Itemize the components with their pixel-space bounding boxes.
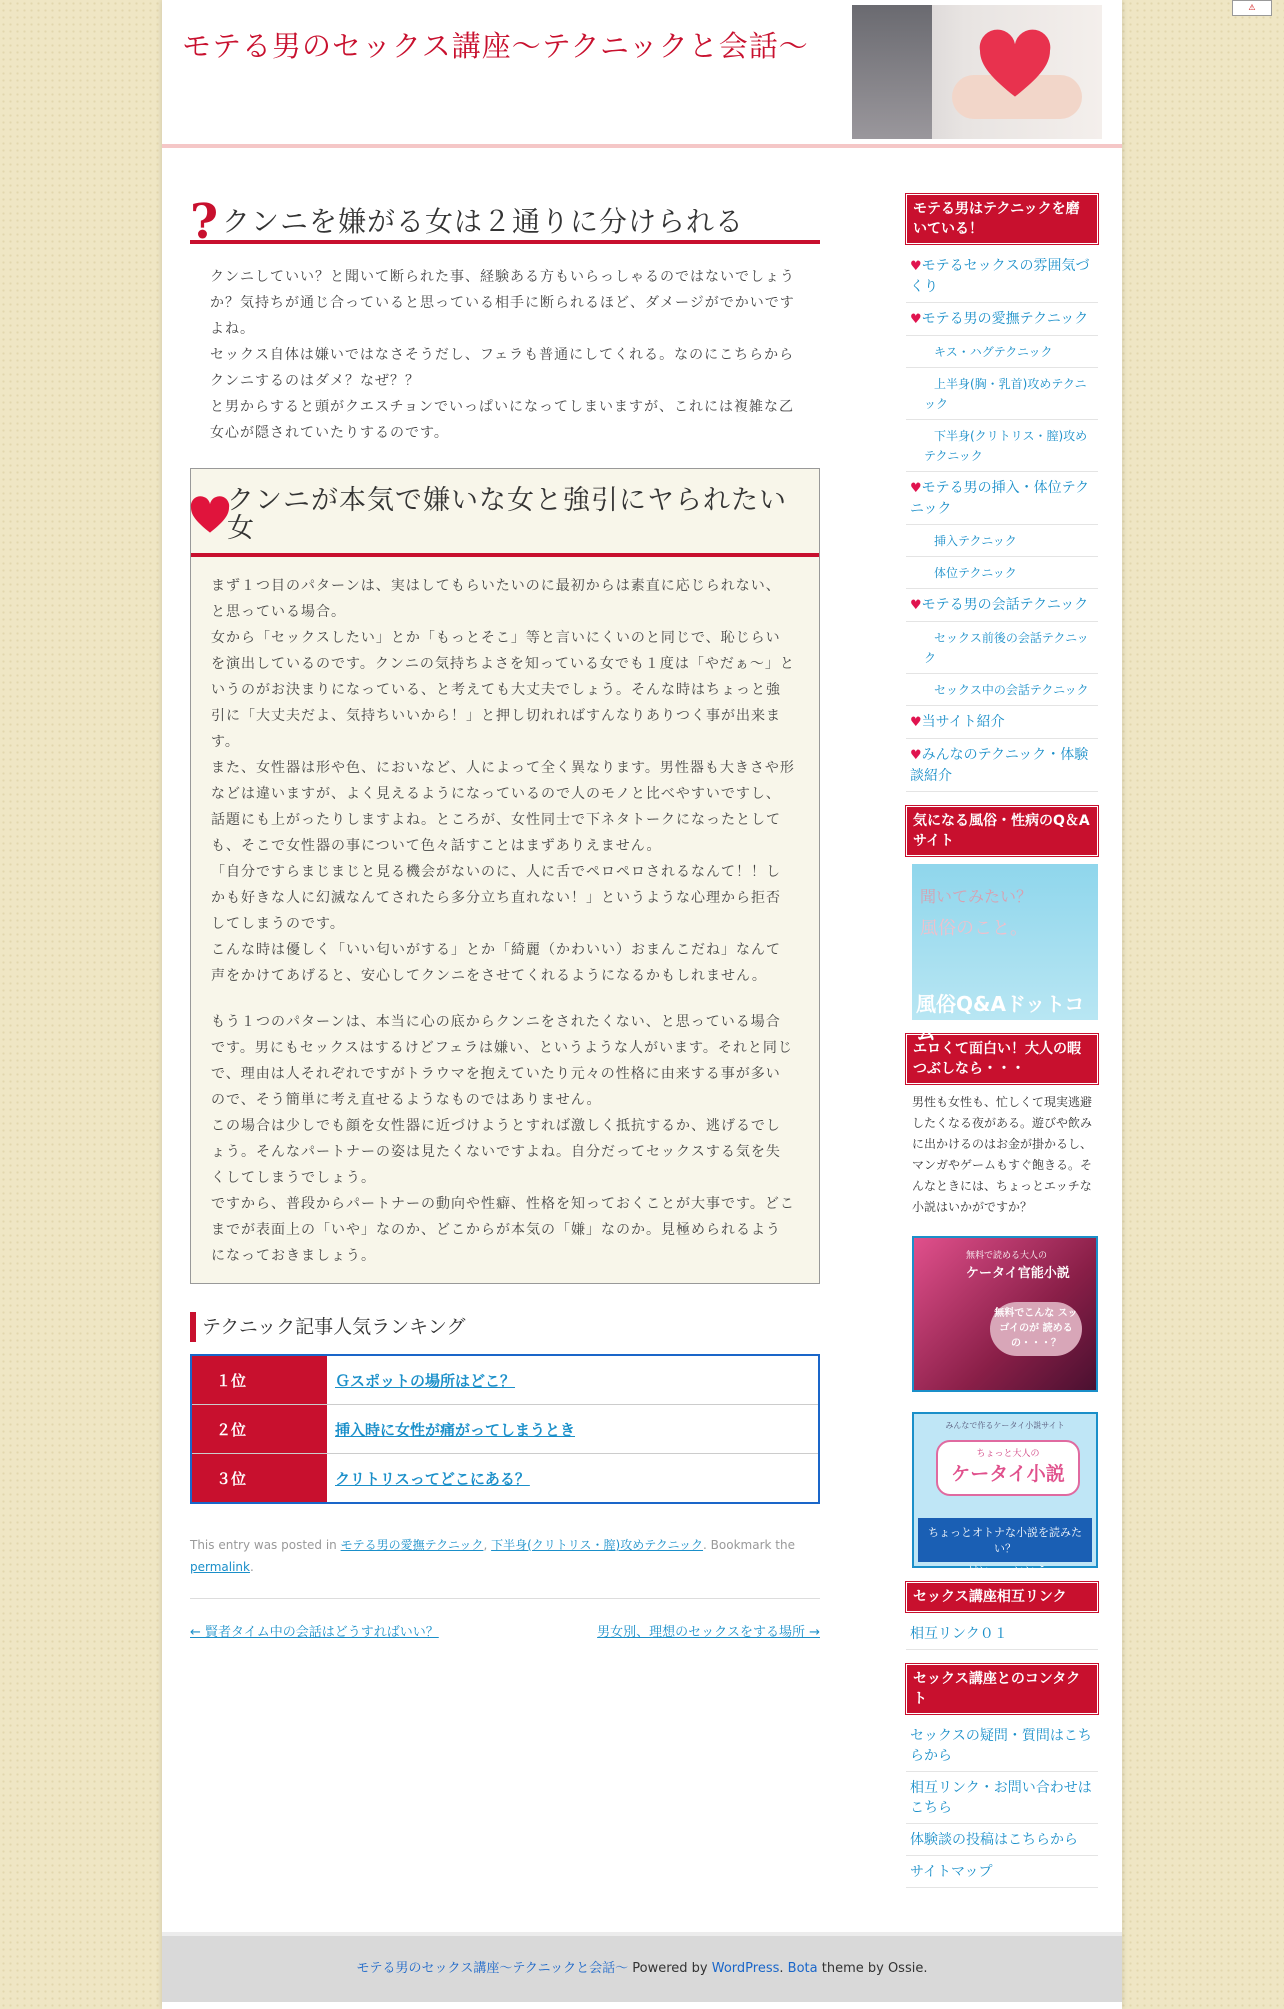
- intro-paragraph: と男からすると頭がクエスチョンでいっぱいになってしまいますが、これには複雑な乙女心が隠されていたりするのです。: [210, 399, 795, 441]
- category-menu: [906, 250, 1098, 792]
- heart-bullet-icon: ♥: [910, 715, 922, 730]
- keitai-kanno-banner[interactable]: [912, 1236, 1098, 1392]
- submenu-item: [906, 368, 1098, 420]
- no-option[interactable]: いいえ: [1014, 1564, 1048, 1577]
- submenu-link[interactable]: セックス中の会話テクニック: [934, 683, 1089, 697]
- rank-cell: [327, 1454, 819, 1504]
- table-row: [191, 1454, 819, 1504]
- submenu-link[interactable]: 上半身(胸・乳首)攻めテクニック: [924, 377, 1087, 411]
- post-title: クンニを嫌がる女は２通りに分けられる: [222, 205, 745, 238]
- banner-text: ケータイ官能小説: [966, 1266, 1070, 1281]
- rank-link[interactable]: Ｇスポットの場所はどこ？: [335, 1371, 516, 1390]
- footer-site-link[interactable]: モテる男のセックス講座～テクニックと会話～: [356, 1961, 629, 1976]
- menu-item: [906, 250, 1098, 303]
- heart-icon: [191, 497, 229, 535]
- contact-links: [906, 1720, 1098, 1888]
- widget-title: セックス講座とのコンタクト: [906, 1664, 1098, 1714]
- widget-text: 男性も女性も、忙しくて現実逃避したくなる夜がある。遊びや飲みに出かけるのはお金が掛かるし、マンガやゲームもすぐ飽きる。そんなときには、ちょっとエッチな小説はいかがですか？: [912, 1095, 1093, 1214]
- contact-link[interactable]: 体験談の投稿はこちらから: [910, 1832, 1078, 1848]
- menu-link[interactable]: モテる男の愛撫テクニック: [921, 311, 1089, 327]
- keitai-novel-banner[interactable]: [912, 1412, 1098, 1577]
- widget-title: エロくて面白い！大人の暇つぶしなら・・・: [906, 1034, 1098, 1084]
- heart-bullet-icon: ♥: [910, 312, 922, 327]
- corner-badge[interactable]: ⚠: [1232, 0, 1272, 16]
- submenu-item: [906, 336, 1098, 368]
- submenu-link[interactable]: 下半身(クリトリス・膣)攻めテクニック: [924, 429, 1088, 463]
- banner-text: 聞いてみたい？: [920, 887, 1033, 906]
- mutual-links: [906, 1618, 1098, 1650]
- intro-paragraph: セックス自体は嫌いではなさそうだし、フェラも普通にしてくれる。なのにこちらからクンニするのはダメ？なぜ？？: [210, 347, 795, 389]
- widget-title: 気になる風俗・性病のQ＆Aサイト: [906, 806, 1098, 856]
- heart-bullet-icon: ♥: [910, 748, 922, 763]
- intro-paragraph: クンニしていい？と聞いて断られた事、経験ある方もいらっしゃるのではないでしょうか？気持ちが通じ合っていると思っている相手に断られるほど、ダメージがでかいですよね。: [210, 269, 795, 337]
- wordpress-link[interactable]: WordPress: [711, 1961, 780, 1976]
- table-row: [191, 1405, 819, 1454]
- section-heading-bar: [191, 469, 819, 557]
- section-paragraph: こんな時は優しく「いい匂いがする」とか「綺麗（かわいい）おまんこだね」なんて声をかけてあげると、安心してクンニをさせてくれるようになるかもしれません。: [211, 942, 781, 984]
- ranking-table: [190, 1354, 820, 1504]
- widget-title: セックス講座相互リンク: [906, 1582, 1098, 1612]
- heart-bullet-icon: ♥: [910, 481, 922, 496]
- banner-text: ちょっと大人の: [976, 1449, 1040, 1459]
- spacer: [906, 1650, 1098, 1664]
- rank-position: １位: [191, 1355, 327, 1405]
- submenu-link[interactable]: 体位テクニック: [934, 566, 1017, 580]
- menu-item: [906, 739, 1098, 792]
- permalink[interactable]: permalink: [190, 1560, 250, 1574]
- page-container: [162, 0, 1122, 2009]
- footer-theme-by: theme by Ossie.: [821, 1961, 928, 1976]
- submenu-item: [906, 420, 1098, 472]
- banner-logo: [936, 1440, 1080, 1496]
- question-mark-icon: ?: [190, 194, 219, 250]
- banner-text: 風俗Q&Aドットコム: [916, 992, 1085, 1045]
- sitemap-link[interactable]: サイトマップ: [910, 1864, 993, 1880]
- rank-position: ２位: [191, 1405, 327, 1454]
- post-intro: [210, 264, 796, 446]
- post-title-bar: [190, 170, 820, 250]
- category-link[interactable]: 下半身(クリトリス・膣)攻めテクニック: [491, 1538, 704, 1552]
- next-post-link[interactable]: 男女別、理想のセックスをする場所 →: [597, 1625, 820, 1640]
- section-paragraph: もう１つのパターンは、本当に心の底からクンニをされたくない、と思っている場合です。男にもセックスはするけどフェラは嫌い、というような人がいます。それと同じで、理由は人それぞれですがトラウマを抱えていたり元々の性格に由来する事が多いので、そう簡単に考え直せるようなものではありません。: [211, 1014, 793, 1108]
- meta-posted-in: This entry was posted in: [190, 1538, 337, 1552]
- site-title-link[interactable]: モテる男のセックス講座～テクニックと会話～: [182, 29, 809, 63]
- header-image-sleeve: [852, 5, 932, 139]
- footer-dot: .: [779, 1961, 784, 1976]
- menu-link[interactable]: モテる男の会話テクニック: [921, 597, 1089, 613]
- menu-item: [906, 589, 1098, 622]
- submenu-item: [906, 622, 1098, 674]
- section-paragraph: 女から「セックスしたい」とか「もっとそこ」等と言いにくいのと同じで、恥じらいを演出しているのです。クンニの気持ちよさを知っている女でも１度は「やだぁ～」というのがお決まりになっている、と考えても大丈夫でしょう。そんな時はちょっと強引に「大丈夫だよ、気持ちいいから！」と押し切れればすんなりありつく事が出来ます。: [211, 630, 795, 750]
- site-header: [162, 0, 1122, 148]
- menu-item: [906, 706, 1098, 739]
- submenu-item: [906, 674, 1098, 706]
- section-paragraph: まず１つ目のパターンは、実はしてもらいたいのに最初からは素直に応じられない、と思っている場合。: [211, 578, 781, 620]
- banner-question: ちょっとオトナな小説を読みたい？: [928, 1526, 1082, 1555]
- contact-link[interactable]: セックスの疑問・質問はこちらから: [910, 1728, 1092, 1764]
- section-paragraph: また、女性器は形や色、においなど、人によって全く異なります。男性器も大きさや形などは違いますが、よく見えるようになっているので人のモノと比べやすいですし、話題にも上がったりしますよね。ところが、女性同士で下ネタトークになったとしても、そこで女性器の事について色々話すことはまずありえません。: [211, 760, 795, 854]
- menu-link[interactable]: みんなのテクニック・体験談紹介: [910, 747, 1089, 784]
- section-paragraph: 「自分ですらまじまじと見る機会がないのに、人に舌でペロペロされるなんて！！しかも好きな人に幻滅なんてされたら多分立ち直れない！」というような心理から拒否してしまうのです。: [211, 864, 781, 932]
- menu-item: [906, 472, 1098, 525]
- menu-link[interactable]: モテるセックスの雰囲気づくり: [910, 258, 1090, 295]
- table-row: [191, 1355, 819, 1405]
- contact-link[interactable]: 相互リンク・お問い合わせはこちら: [910, 1780, 1092, 1816]
- mutual-link[interactable]: 相互リンク０１: [910, 1626, 1008, 1642]
- submenu-link[interactable]: キス・ハグテクニック: [934, 345, 1053, 359]
- meta-period: .: [250, 1560, 254, 1574]
- menu-link[interactable]: モテる男の挿入・体位テクニック: [910, 480, 1090, 517]
- menu-link[interactable]: 当サイト紹介: [921, 714, 1005, 730]
- theme-link[interactable]: Bota: [787, 1961, 818, 1976]
- submenu-item: [906, 525, 1098, 557]
- rank-cell: [327, 1355, 819, 1405]
- section-body: [191, 557, 819, 1283]
- fuzoku-qa-banner[interactable]: [912, 864, 1098, 1045]
- section-paragraph: ですから、普段からパートナーの動向や性癖、性格を知っておくことが大事です。どこまでが表面上の「いや」なのか、どこからが本気の「嫌」なのか。見極められるようになっておきましょう。: [211, 1196, 795, 1264]
- prev-post-link[interactable]: ← 賢者タイム中の会話はどうすればいい？: [190, 1625, 439, 1640]
- post-navigation: [190, 1621, 820, 1641]
- rank-link[interactable]: 挿入時に女性が痛がってしまうとき: [335, 1420, 576, 1439]
- category-link[interactable]: モテる男の愛撫テクニック: [340, 1538, 484, 1552]
- rank-link[interactable]: クリトリスってどこにある？: [335, 1469, 530, 1488]
- yes-option[interactable]: ▸はい: [962, 1564, 991, 1577]
- meta-comma: ,: [483, 1538, 488, 1552]
- banner-question-box: [918, 1518, 1092, 1577]
- banner-text: みんなで作るケータイ小説サイト: [945, 1421, 1065, 1430]
- widget-title: モテる男はテクニックを磨いている！: [906, 194, 1098, 244]
- link-item: [906, 1824, 1098, 1856]
- sidebar: [906, 194, 1098, 1888]
- paragraph-gap: [211, 989, 795, 1009]
- submenu-link[interactable]: 挿入テクニック: [934, 534, 1017, 548]
- entry-meta: [190, 1534, 820, 1578]
- rank-position: ３位: [191, 1454, 327, 1504]
- ranking-heading: テクニック記事人気ランキング: [190, 1312, 820, 1342]
- divider: [190, 1598, 820, 1599]
- link-item: [906, 1720, 1098, 1772]
- section-box: [190, 468, 820, 1284]
- site-footer: [162, 1932, 1122, 2002]
- footer-powered: Powered by: [632, 1961, 708, 1976]
- banner-bubble: 無料でこんな スッゴイのが 読めるの・・・？: [990, 1302, 1082, 1356]
- spacer: [906, 792, 1098, 806]
- rank-cell: [327, 1405, 819, 1454]
- section-paragraph: この場合は少しでも顔を女性器に近づけようとすれば激しく抵抗するか、逃げるでしょう。そんなパートナーの姿は見たくないですよね。自分だってセックスする気を失くしてしまうでしょう。: [211, 1118, 781, 1186]
- link-item: [906, 1856, 1098, 1888]
- menu-item: [906, 303, 1098, 336]
- meta-bookmark: . Bookmark the: [703, 1538, 795, 1552]
- heart-bullet-icon: ♥: [910, 259, 922, 274]
- header-image: [852, 5, 1102, 139]
- submenu-link[interactable]: セックス前後の会話テクニック: [924, 631, 1089, 665]
- heart-bullet-icon: ♥: [910, 598, 922, 613]
- link-item: [906, 1772, 1098, 1824]
- banner-text: 無料で読める大人の: [966, 1251, 1048, 1261]
- submenu-item: [906, 557, 1098, 589]
- banner-text: 風俗のこと。: [920, 918, 1028, 939]
- section-title: クンニが本気で嫌いな女と強引にヤられたい女: [227, 485, 787, 544]
- main-content: [190, 170, 820, 1641]
- banner-answers: [918, 1562, 1092, 1578]
- heart-icon: [980, 31, 1050, 101]
- link-item: [906, 1618, 1098, 1650]
- banner-text: ケータイ小説: [951, 1463, 1065, 1485]
